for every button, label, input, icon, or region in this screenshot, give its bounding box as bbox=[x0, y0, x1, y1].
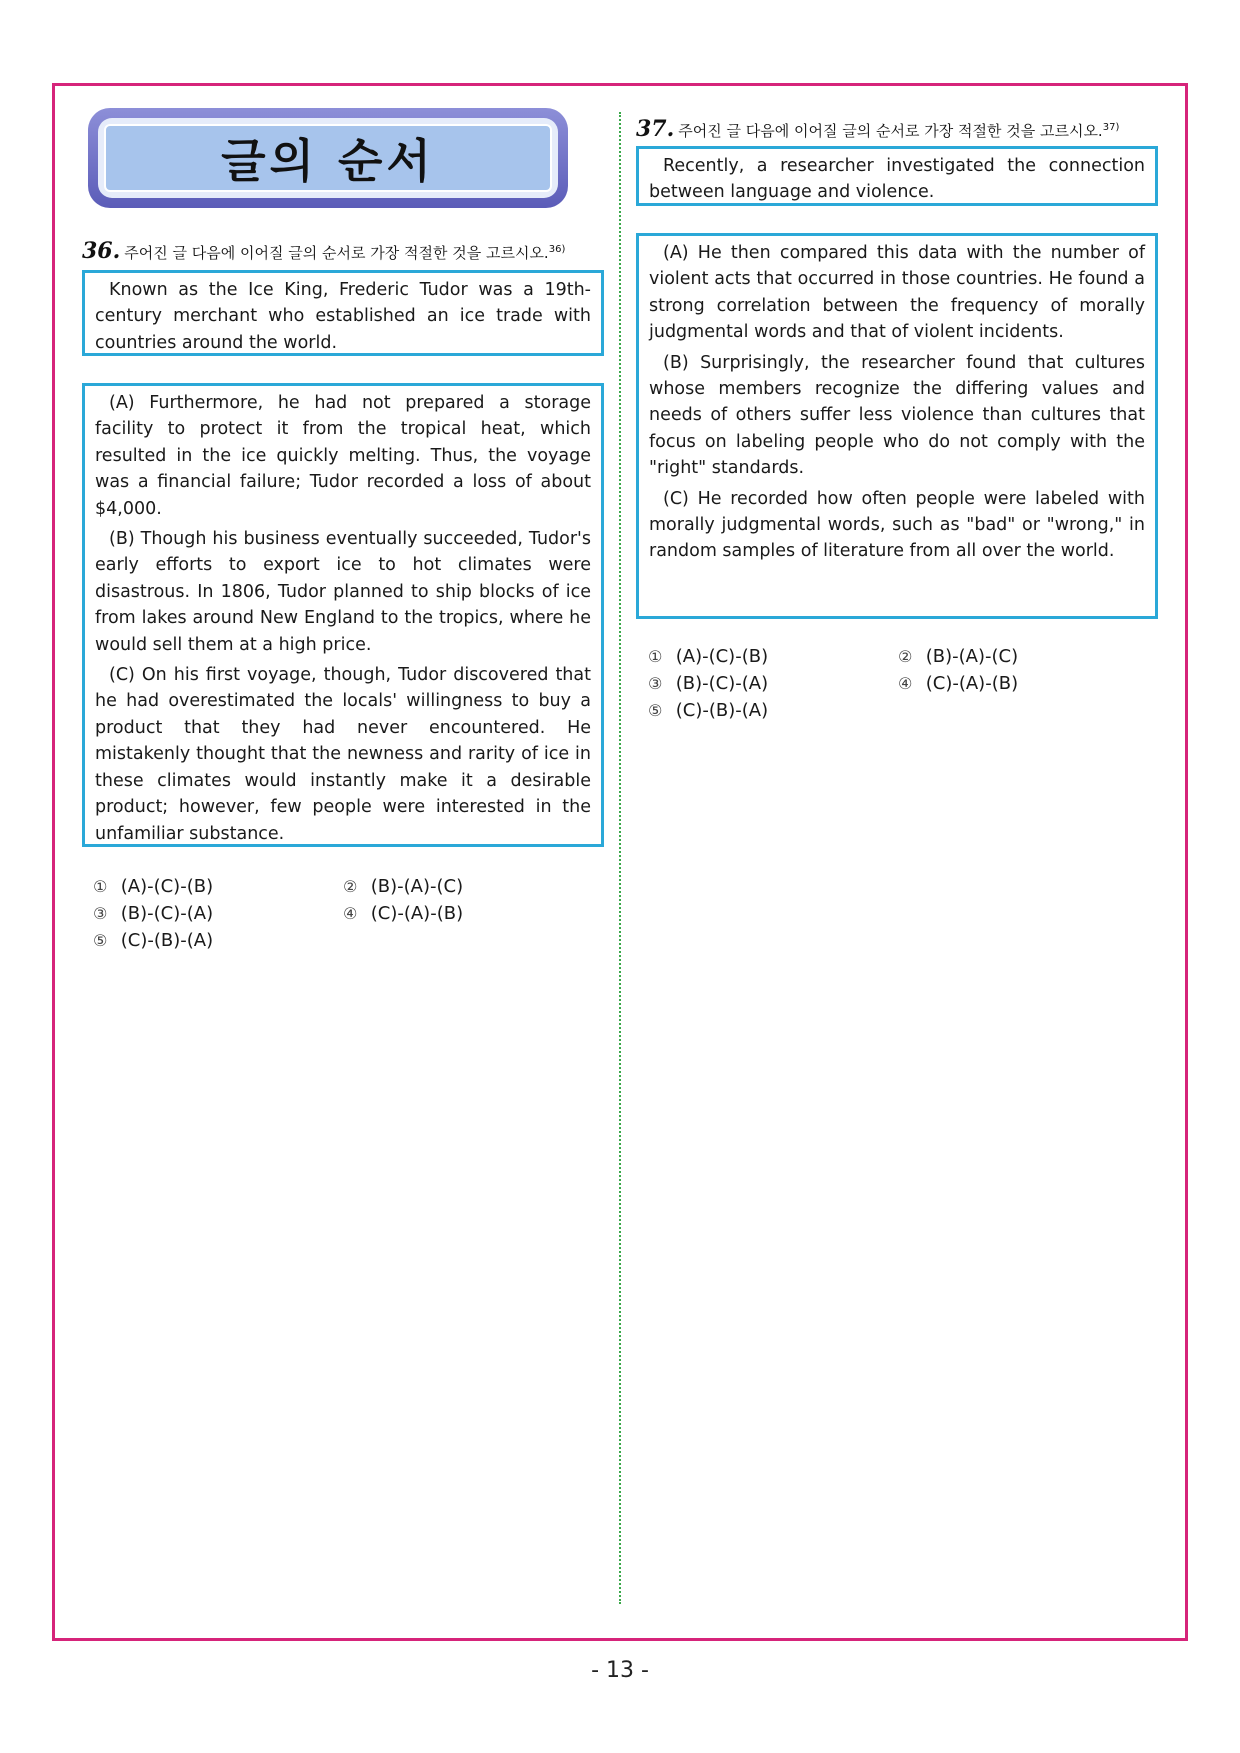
question-36-ref: 36) bbox=[548, 244, 566, 255]
question-36-instruction: 주어진 글 다음에 이어질 글의 순서로 가장 적절한 것을 고르시오. bbox=[124, 244, 549, 262]
question-37-number: 37. bbox=[636, 116, 675, 142]
question-36-choice-1[interactable]: ① (A)-(C)-(B) bbox=[93, 876, 214, 897]
question-37-intro-box bbox=[636, 146, 1158, 206]
question-37-choice-4[interactable]: ④ (C)-(A)-(B) bbox=[898, 673, 1019, 694]
question-36-choice-2[interactable]: ② (B)-(A)-(C) bbox=[343, 876, 464, 897]
question-37-paragraph-a: (A) He then compared this data with the number of violent acts that occurred in those countries. He found a strong correlation between the frequency of morally judgmental words and that of violent incidents. bbox=[649, 243, 1145, 343]
question-37-choice-2[interactable]: ② (B)-(A)-(C) bbox=[898, 646, 1019, 667]
question-37-paragraph-c: (C) He recorded how often people were labeled with morally judgmental words, such as "bad" or "wrong," in random samples of literature from all over the world. bbox=[649, 488, 1145, 562]
section-banner bbox=[88, 108, 568, 208]
question-37-paragraph-b: (B) Surprisingly, the researcher found that cultures whose members recognize the differing values and needs of others suffer less violence than cultures that focus on labeling people who do not comply with the "right" standards. bbox=[649, 352, 1145, 479]
question-37-choice-3[interactable]: ③ (B)-(C)-(A) bbox=[648, 673, 769, 694]
question-37-choice-5[interactable]: ⑤ (C)-(B)-(A) bbox=[648, 700, 769, 721]
question-36-choice-5[interactable]: ⑤ (C)-(B)-(A) bbox=[93, 930, 214, 951]
question-37-instruction: 주어진 글 다음에 이어질 글의 순서로 가장 적절한 것을 고르시오. bbox=[678, 122, 1103, 140]
banner-core bbox=[104, 124, 552, 192]
question-37-choice-1[interactable]: ① (A)-(C)-(B) bbox=[648, 646, 769, 667]
page-number: - 13 - bbox=[591, 1658, 649, 1683]
question-36-intro: Known as the Ice King, Frederic Tudor was a 19th-century merchant who established an ice trade with countries around the world. bbox=[95, 280, 591, 353]
question-36-header bbox=[82, 238, 565, 264]
question-37-intro: Recently, a researcher investigated the connection between language and violence. bbox=[649, 156, 1145, 203]
question-37-ref: 37) bbox=[1102, 122, 1120, 133]
question-36-paragraph-b: (B) Though his business eventually succeeded, Tudor's early efforts to export ice to hot climates were disastrous. In 1806, Tudor planned to ship blocks of ice from lakes around New England to the tropics, where he would sell them at a high price. bbox=[95, 529, 591, 655]
section-title: 글의 순서 bbox=[221, 134, 435, 188]
question-36-intro-box bbox=[82, 270, 604, 356]
question-36-choice-4[interactable]: ④ (C)-(A)-(B) bbox=[343, 903, 464, 924]
question-36-paragraph-c: (C) On his first voyage, though, Tudor discovered that he had overestimated the locals' willingness to buy a product that they had never encountered. He mistakenly thought that the newness and rarity of ice in these climates would instantly make it a desirable product; however, few people were interested in the unfamiliar substance. bbox=[95, 665, 591, 844]
question-36-paragraph-a: (A) Furthermore, he had not prepared a storage facility to protect it from the tropical heat, which resulted in the ice quickly melting. Thus, the voyage was a financial failure; Tudor recorded a loss of about $4,000. bbox=[95, 393, 591, 519]
question-37-passage-box bbox=[636, 233, 1158, 619]
banner-inner bbox=[98, 118, 558, 198]
question-37-header bbox=[636, 116, 1119, 142]
column-divider bbox=[619, 112, 621, 1604]
question-36-number: 36. bbox=[82, 238, 121, 264]
question-36-passage-box bbox=[82, 383, 604, 847]
question-36-choice-3[interactable]: ③ (B)-(C)-(A) bbox=[93, 903, 214, 924]
